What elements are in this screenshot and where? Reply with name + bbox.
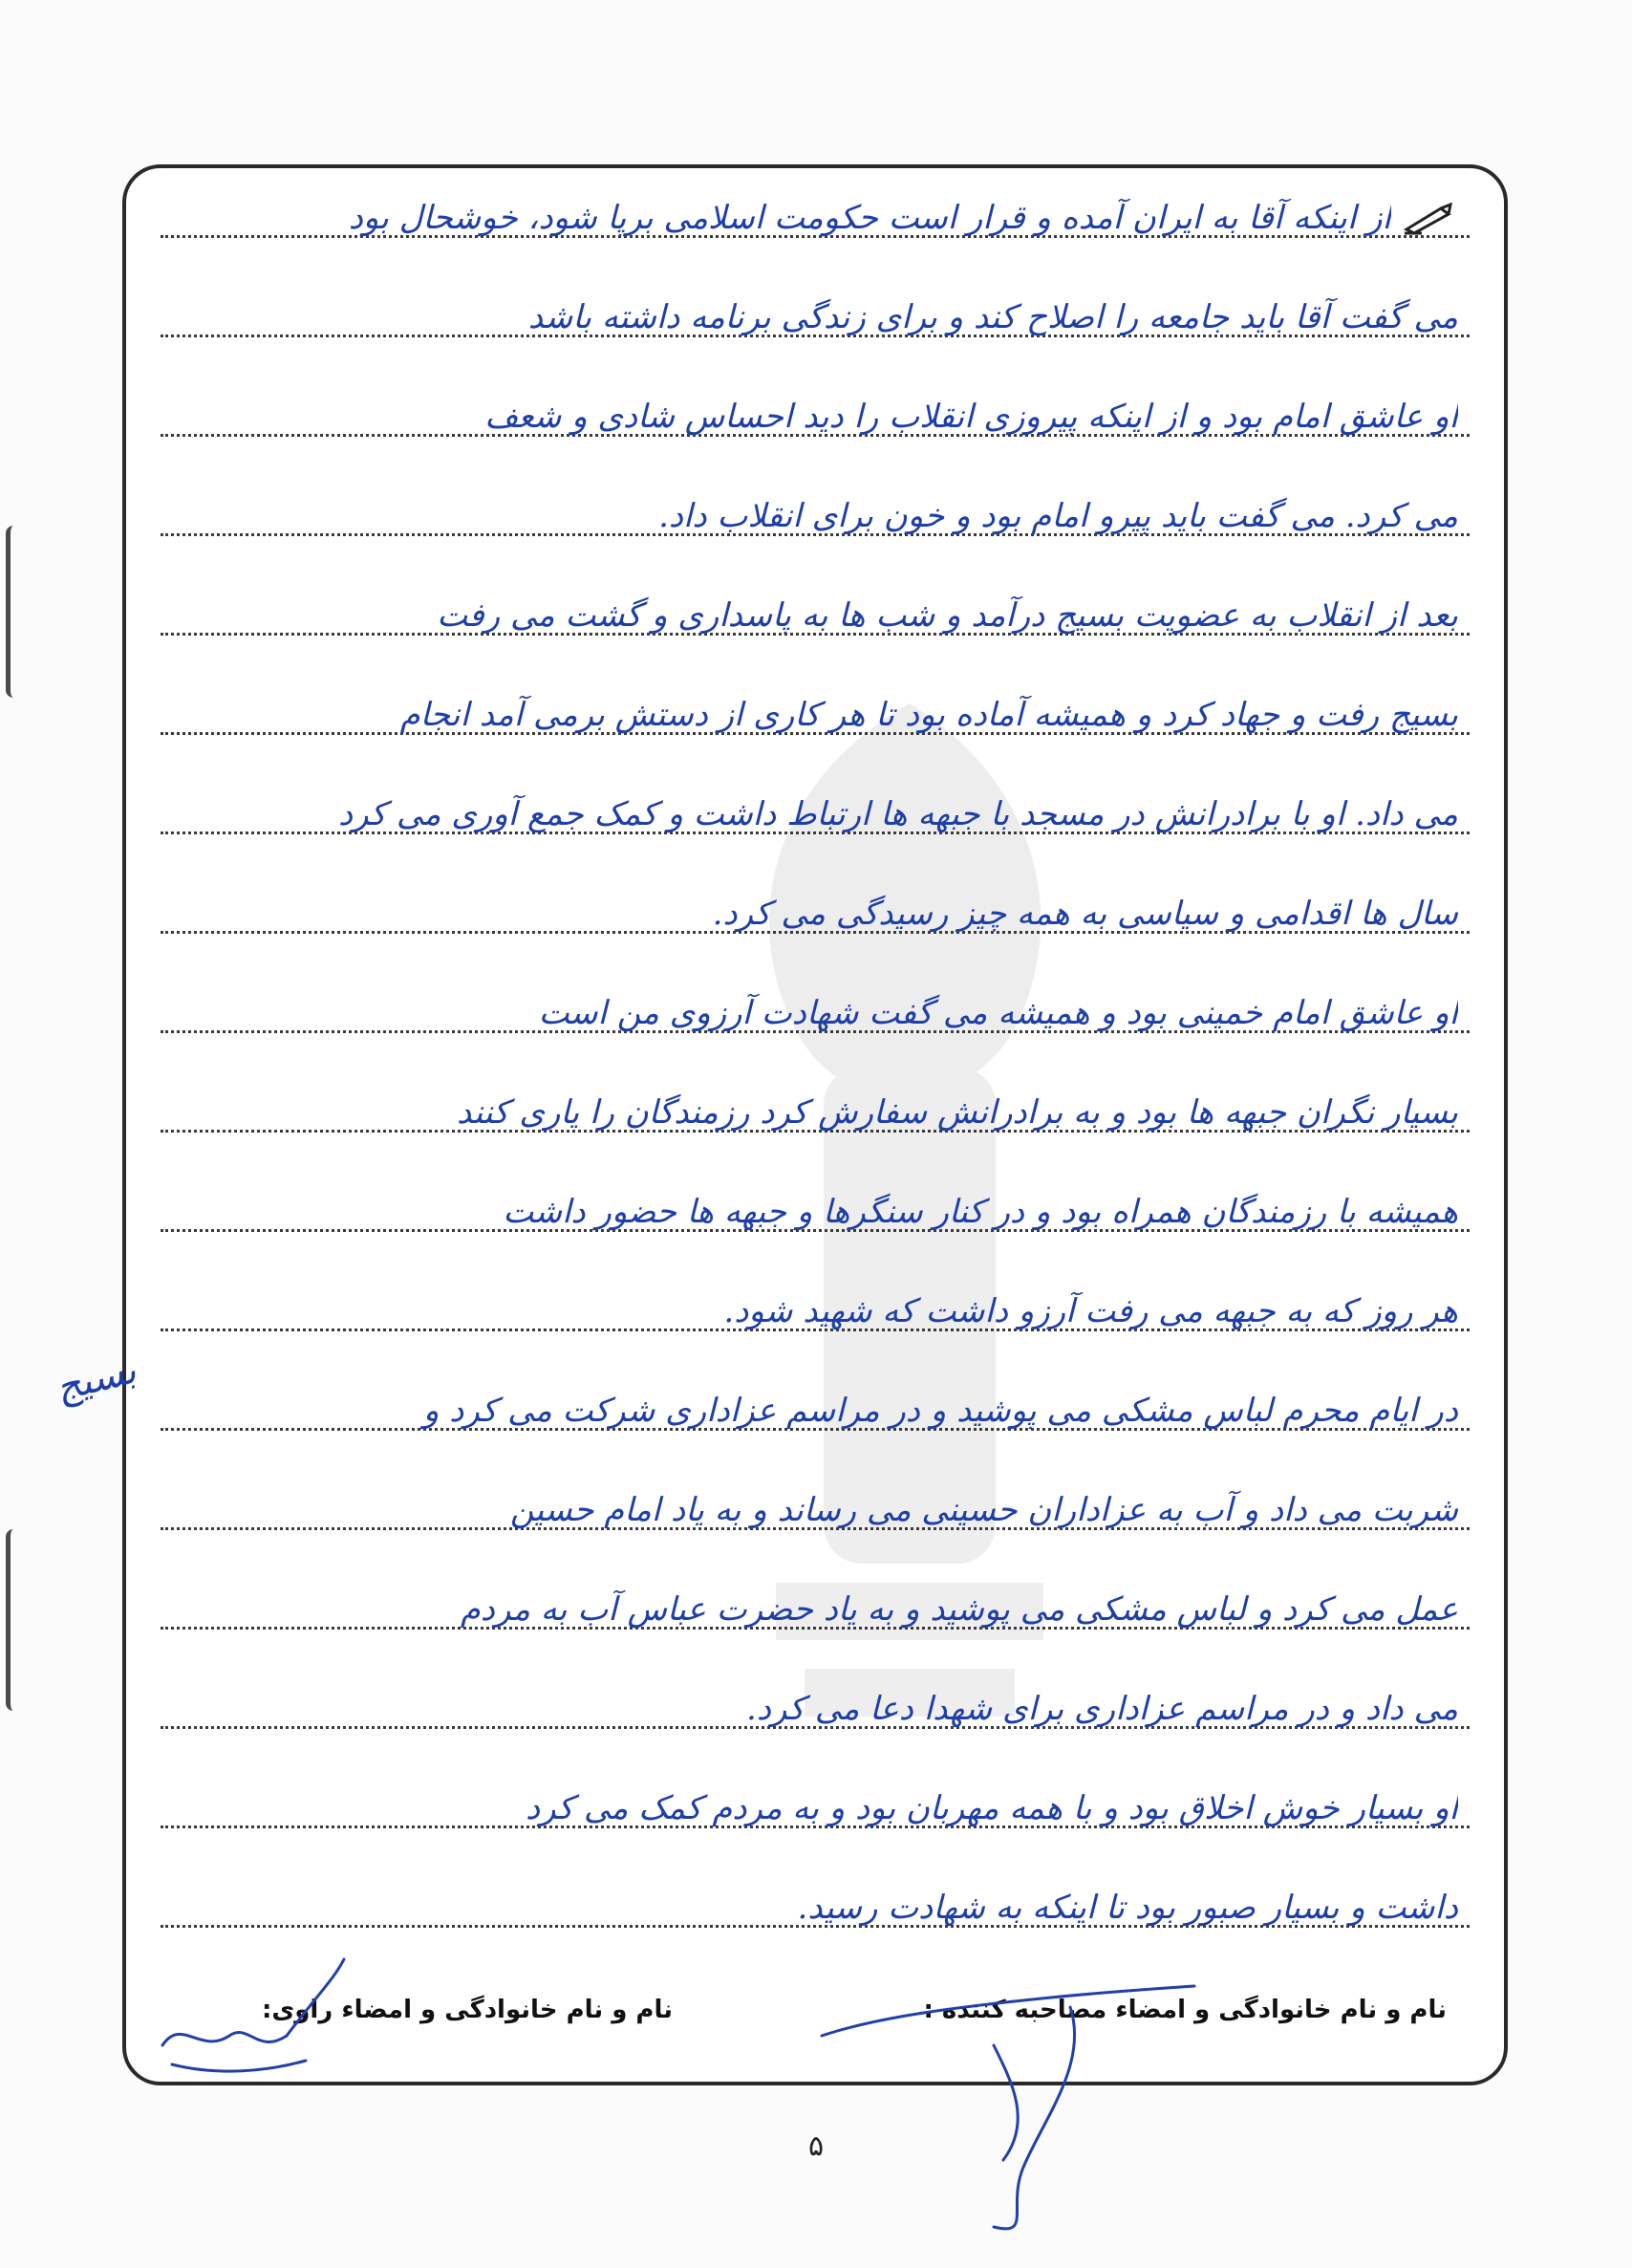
handwriting-line: می کرد. می گفت باید پیرو امام بود و خون برای انقلاب داد. bbox=[658, 497, 1458, 535]
handwriting-line: بعد از انقلاب به عضویت بسیج درآمد و شب ها به پاسداری و گشت می رفت bbox=[437, 596, 1458, 635]
handwriting-line: داشت و بسیار صبور بود تا اینکه به شهادت رسید. bbox=[797, 1889, 1458, 1927]
handwriting-line: در ایام محرم لباس مشکی می پوشید و در مراسم عزاداری شرکت می کرد و bbox=[423, 1392, 1458, 1430]
handwriting-line: هر روز که به جبهه می رفت آرزو داشت که شهید شود. bbox=[723, 1292, 1458, 1330]
handwriting-line: می گفت آقا باید جامعه را اصلاح کند و برای زندگی برنامه داشته باشد bbox=[527, 298, 1458, 336]
margin-note: بسیج bbox=[51, 1348, 141, 1411]
writing-hand-icon bbox=[1403, 203, 1454, 235]
interviewer-signature bbox=[803, 1931, 1204, 2246]
handwriting-line: از اینکه آقا به ایران آمده و قرار است حکومت اسلامی برپا شود، خوشحال بود bbox=[348, 199, 1391, 237]
handwriting-line: او بسیار خوش اخلاق بود و با همه مهربان بود و به مردم کمک می کرد bbox=[525, 1789, 1458, 1827]
handwriting-line: می داد و در مراسم عزاداری برای شهدا دعا می کرد. bbox=[746, 1690, 1458, 1728]
handwriting-line: شربت می داد و آب به عزاداران حسینی می رساند و به یاد امام حسین bbox=[509, 1491, 1458, 1529]
handwriting-line: می داد. او با برادرانش در مسجد با جبهه ها ارتباط داشت و کمک جمع آوری می کرد bbox=[337, 795, 1458, 833]
handwriting-line: عمل می کرد و لباس مشکی می پوشید و به یاد حضرت عباس آب به مردم bbox=[460, 1590, 1458, 1629]
foundation-logo-watermark bbox=[661, 665, 1158, 1812]
handwriting-line: بسیار نگران جبهه ها بود و به برادرانش سفارش کرد رزمندگان را یاری کنند bbox=[457, 1093, 1458, 1132]
interviewer-signature-label: نام و نام خانوادگی و امضاء مصاحبه کننده : bbox=[923, 1996, 1447, 2024]
binding-mark-bottom bbox=[6, 1529, 24, 1711]
page-number: ۵ bbox=[807, 2129, 825, 2163]
binding-mark-top bbox=[6, 526, 24, 698]
narrator-signature-label: نام و نام خانوادگی و امضاء راوی: bbox=[262, 1996, 673, 2024]
page-frame bbox=[122, 164, 1508, 2085]
narrator-signature bbox=[143, 1940, 373, 2084]
handwriting-line: سال ها اقدامی و سیاسی به همه چیز رسیدگی می کرد. bbox=[712, 895, 1458, 933]
handwriting-line: همیشه با رزمندگان همراه بود و در کنار سنگرها و جبهه ها حضور داشت bbox=[503, 1193, 1458, 1231]
handwriting-line: او عاشق امام بود و از اینکه پیروزی انقلاب را دید احساس شادی و شعف bbox=[484, 398, 1458, 436]
handwriting-line: بسیج رفت و جهاد کرد و همیشه آماده بود تا هر کاری از دستش برمی آمد انجام bbox=[399, 696, 1458, 734]
handwriting-line: او عاشق امام خمینی بود و همیشه می گفت شهادت آرزوی من است bbox=[538, 994, 1458, 1032]
